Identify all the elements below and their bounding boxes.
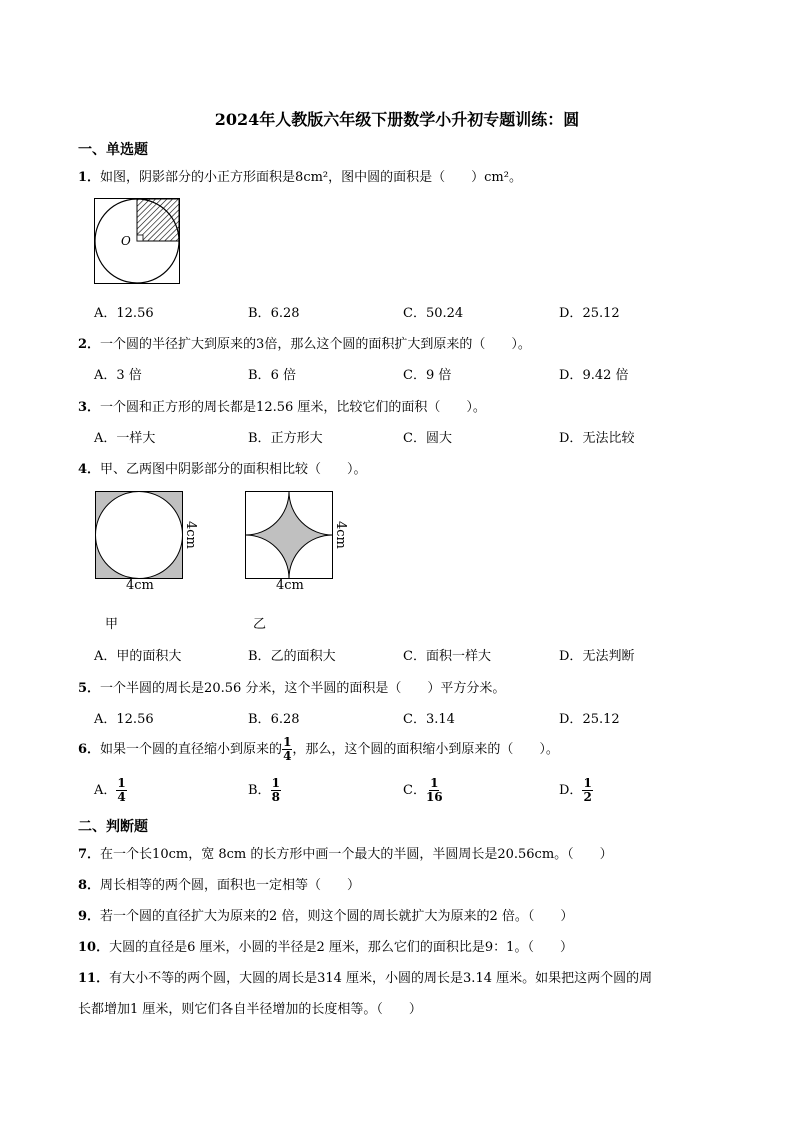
q1-option-d[interactable]: D．25.12 (559, 306, 620, 321)
question-text: 在一个长10cm，宽 8cm 的长方形中画一个最大的半圆，半圆周长是20.56cm。（ ） (100, 847, 613, 862)
question-2 (78, 333, 531, 352)
question-text: 如图，阴影部分的小正方形面积是8cm²，图中圆的面积是（ ）cm²。 (100, 170, 522, 185)
question-8 (78, 874, 360, 893)
q2-option-c[interactable]: C．9 倍 (403, 368, 452, 383)
question-1 (78, 166, 522, 185)
q3-option-a[interactable]: A．一样大 (94, 431, 156, 446)
question-number: 3． (78, 400, 101, 415)
question-text: 周长相等的两个圆，面积也一定相等（ ） (100, 878, 361, 893)
question-text: 大圆的直径是6 厘米，小圆的半径是2 厘米，那么它们的面积比是9：1。（ ） (109, 940, 573, 955)
question-11 (78, 967, 652, 986)
q3-option-b[interactable]: B．正方形大 (248, 431, 323, 446)
q5-option-b[interactable]: B．6.28 (248, 712, 300, 727)
q1-option-a[interactable]: A．12.56 (94, 306, 154, 321)
q5-option-c[interactable]: C．3.14 (403, 712, 455, 727)
q3-option-c[interactable]: C．圆大 (403, 431, 452, 446)
question-text: 有大小不等的两个圆，大圆的周长是314 厘米，小圆的周长是3.14 厘米。如果把这两个圆的周 (109, 971, 653, 986)
q6-option-d[interactable]: D． $\frac{1}{2}$ (559, 776, 592, 804)
q4-option-a[interactable]: A．甲的面积大 (94, 649, 182, 664)
question-number: 10． (78, 940, 110, 955)
question-10 (78, 936, 573, 955)
question-number: 11． (78, 971, 110, 986)
q3-option-d[interactable]: D．无法比较 (559, 431, 635, 446)
question-4 (78, 458, 367, 477)
q5-option-d[interactable]: D．25.12 (559, 712, 620, 727)
q6-option-c[interactable]: C． $\frac{1}{16}$ (403, 776, 443, 804)
question-number: 6． (78, 742, 101, 757)
question-11-line2: 长都增加1 厘米，则它们各自半径增加的长度相等。（ ） (78, 1002, 422, 1017)
jia-caption: 甲 (105, 617, 119, 632)
question-number: 1． (78, 170, 101, 185)
question-number: 9． (78, 909, 101, 924)
q5-option-a[interactable]: A．12.56 (94, 712, 154, 727)
question-text: 一个半圆的周长是20.56 分米，这个半圆的面积是（ ）平方分米。 (100, 681, 506, 696)
question-number: 7． (78, 847, 101, 862)
question-5 (78, 677, 505, 696)
question-7 (78, 843, 613, 862)
q6-option-b[interactable]: B． $\frac{1}{8}$ (248, 776, 280, 804)
page-title: 2024年人教版六年级下册数学小升初专题训练：圆 (214, 110, 580, 129)
question-text: 一个圆和正方形的周长都是12.56 厘米，比较它们的面积（ ）。 (100, 400, 486, 415)
jia-bottom-label: 4cm (126, 578, 154, 593)
q4-figure-jia (95, 491, 183, 579)
q4-option-c[interactable]: C．面积一样大 (403, 649, 491, 664)
section-heading-single-choice: 一、单选题 (78, 142, 148, 158)
question-text: 一个圆的半径扩大到原来的3倍，那么这个圆的面积扩大到原来的（ ）。 (100, 337, 531, 352)
q4-option-b[interactable]: B．乙的面积大 (248, 649, 336, 664)
question-text: 若一个圆的直径扩大为原来的2 倍，则这个圆的周长就扩大为原来的2 倍。（ ） (100, 909, 574, 924)
q1-option-b[interactable]: B．6.28 (248, 306, 300, 321)
question-3 (78, 396, 486, 415)
question-number: 5． (78, 681, 101, 696)
section-heading-true-false: 二、判断题 (78, 819, 148, 835)
center-label-o: O (121, 234, 131, 248)
right-angle-mark (137, 235, 143, 241)
question-text: 甲、乙两图中阴影部分的面积相比较（ ）。 (100, 462, 367, 477)
question-6 (78, 736, 559, 763)
question-number: 4． (78, 462, 101, 477)
question-number: 2． (78, 337, 101, 352)
q2-option-a[interactable]: A．3 倍 (94, 368, 142, 383)
jia-side-label: 4cm (183, 521, 198, 549)
question-9 (78, 905, 573, 924)
question-text: 如果一个圆的直径缩小到原来的 (100, 742, 283, 757)
inscribed-circle (96, 492, 183, 579)
q1-option-c[interactable]: C．50.24 (403, 306, 464, 321)
q2-option-b[interactable]: B．6 倍 (248, 368, 296, 383)
fraction: $\frac{1}{4}$ (283, 735, 292, 763)
q4-option-d[interactable]: D．无法判断 (559, 649, 635, 664)
yi-side-label: 4cm (333, 521, 348, 549)
yi-caption: 乙 (253, 617, 267, 632)
question-text-after: ，那么，这个圆的面积缩小到原来的（ ）。 (292, 742, 559, 757)
question-number: 8． (78, 878, 101, 893)
q4-figure-yi (245, 491, 333, 579)
q6-option-a[interactable]: A． $\frac{1}{4}$ (94, 776, 126, 804)
yi-bottom-label: 4cm (276, 578, 304, 593)
q2-option-d[interactable]: D．9.42 倍 (559, 368, 629, 383)
q1-figure (94, 198, 180, 284)
